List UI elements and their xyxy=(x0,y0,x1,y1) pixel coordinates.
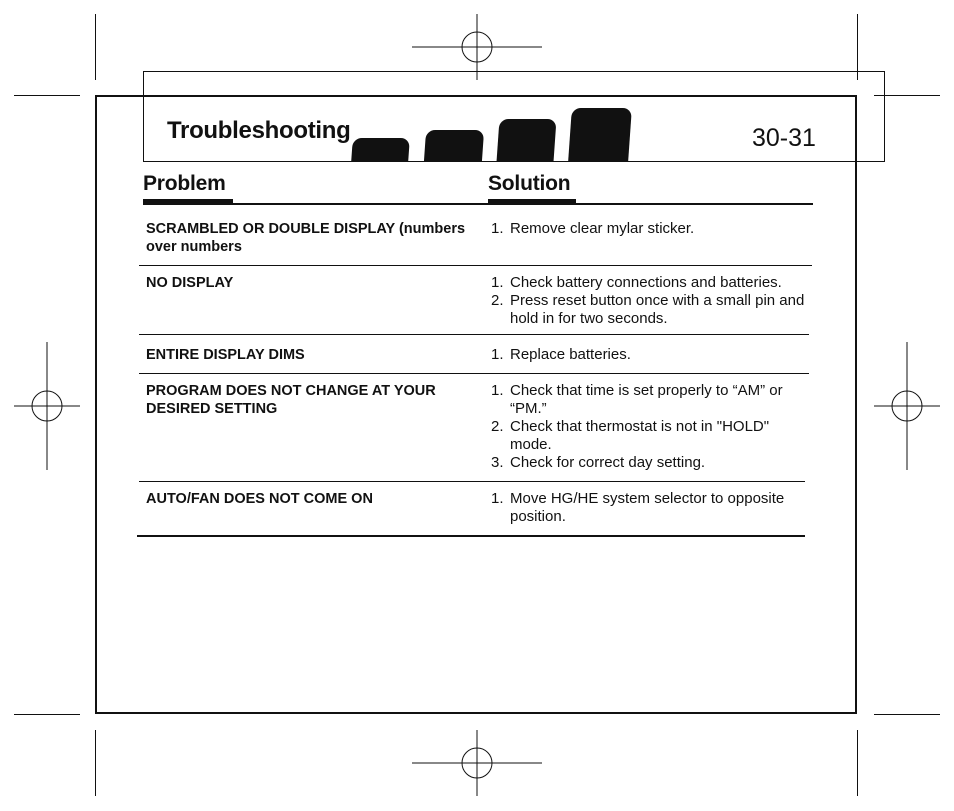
list-item: 3. Check for correct day setting. xyxy=(491,454,706,471)
problem-text: SCRAMBLED OR DOUBLE DISPLAY (numbers over numbers xyxy=(146,221,466,255)
problem-text: ENTIRE DISPLAY DIMS xyxy=(146,347,305,363)
header-rule xyxy=(143,203,813,205)
list-item: 1. Check battery connections and batteries. xyxy=(491,274,782,291)
registration-target-left xyxy=(14,342,80,470)
list-item: 1. Check that time is set properly to “AM” or “PM.” xyxy=(491,382,783,417)
problem-column-header: Problem xyxy=(143,172,226,195)
row-divider xyxy=(139,481,805,482)
registration-target-right xyxy=(874,342,940,470)
row-divider xyxy=(139,373,809,374)
problem-text: AUTO/FAN DOES NOT COME ON xyxy=(146,491,373,507)
solution-list xyxy=(491,346,813,364)
solution-list xyxy=(491,274,813,328)
list-item: 1. Move HG/HE system selector to opposite position. xyxy=(491,490,785,525)
solution-column-header: Solution xyxy=(488,172,571,195)
list-item: 2. Check that thermostat is not in "HOLD" mode. xyxy=(491,418,770,453)
page-number: 30-31 xyxy=(752,124,816,152)
problem-text: NO DISPLAY xyxy=(146,275,234,291)
list-item: 1. Replace batteries. xyxy=(491,346,631,363)
solution-list xyxy=(491,220,813,238)
row-divider xyxy=(139,334,809,335)
list-item: 1. Remove clear mylar sticker. xyxy=(491,220,695,237)
solution-list xyxy=(491,382,813,472)
row-divider xyxy=(139,265,812,266)
registration-target-bottom xyxy=(412,730,542,796)
solution-list xyxy=(491,490,813,526)
section-title: Troubleshooting xyxy=(167,117,351,144)
list-item: 2. Press reset button once with a small pin and hold in for two seconds. xyxy=(491,292,805,327)
table-bottom-rule xyxy=(137,535,805,537)
problem-text: PROGRAM DOES NOT CHANGE AT YOUR DESIRED SETTING xyxy=(146,383,436,417)
